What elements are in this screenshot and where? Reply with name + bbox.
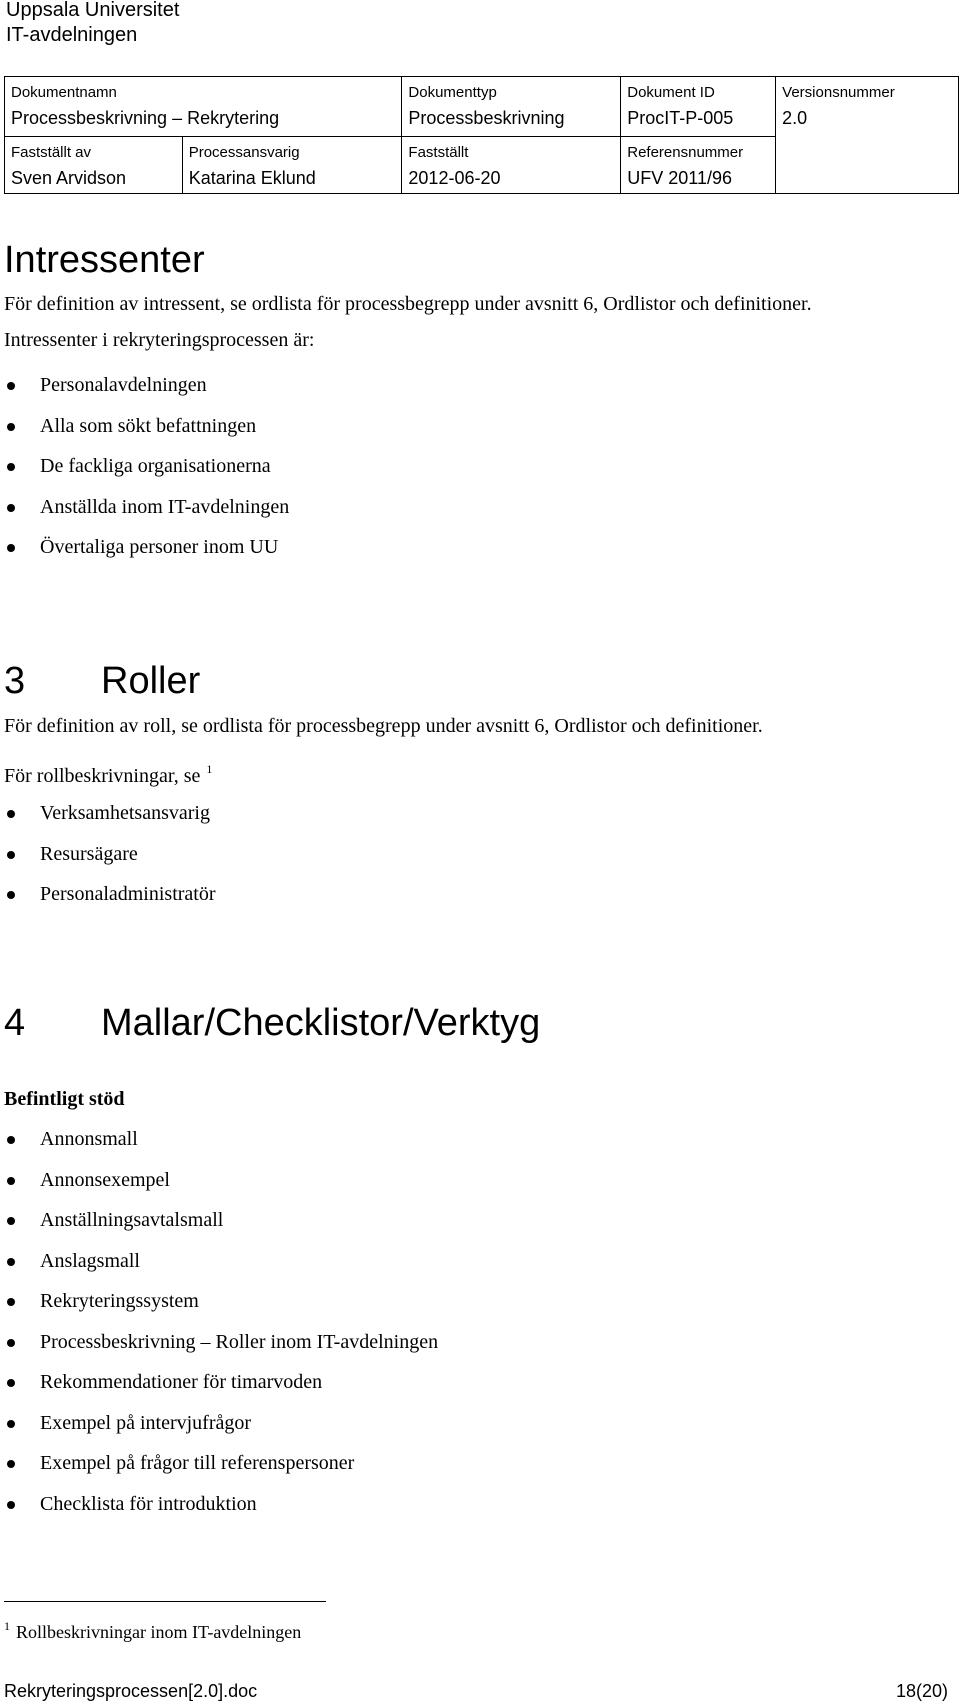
bullet-icon bbox=[7, 382, 15, 390]
approved-date-value: 2012-06-20 bbox=[408, 168, 501, 188]
approved-by-value: Sven Arvidson bbox=[11, 168, 127, 188]
list-item: Rekommendationer för timarvoden bbox=[0, 1370, 438, 1411]
bullet-icon bbox=[7, 1217, 15, 1225]
version-label: Versionsnummer bbox=[782, 84, 895, 101]
stakeholders-intro: Intressenter i rekryteringsprocessen är: bbox=[4, 329, 315, 351]
list-item: Checklista för introduktion bbox=[0, 1492, 438, 1533]
roles-intro-line bbox=[4, 757, 212, 788]
ref-label: Referensnummer bbox=[627, 144, 744, 161]
doc-name-value: Processbeskrivning – Rekrytering bbox=[11, 108, 280, 128]
ref-value: UFV 2011/96 bbox=[627, 168, 732, 188]
roles-list bbox=[0, 801, 216, 923]
list-item: Annonsexempel bbox=[0, 1168, 438, 1209]
bullet-icon bbox=[7, 544, 15, 552]
footnote-reference: 1 bbox=[206, 762, 213, 776]
roles-definition: För definition av roll, se ordlista för processbegrepp under avsnitt 6, Ordlistor och definitioner. bbox=[4, 715, 763, 737]
doc-type-cell bbox=[402, 77, 621, 137]
bullet-icon bbox=[7, 851, 15, 859]
footnote-separator bbox=[4, 1601, 326, 1602]
owner-cell bbox=[182, 137, 402, 194]
list-item: Personalavdelningen bbox=[0, 373, 289, 414]
bullet-icon bbox=[7, 810, 15, 818]
templates-heading bbox=[4, 1001, 540, 1045]
roles-heading bbox=[4, 659, 200, 703]
bullet-icon bbox=[7, 1501, 15, 1509]
bullet-icon bbox=[7, 1258, 15, 1266]
ref-cell bbox=[621, 137, 776, 194]
header-department: IT-avdelningen bbox=[6, 24, 138, 46]
list-item: Anställda inom IT-avdelningen bbox=[0, 495, 289, 536]
version-cell bbox=[776, 77, 959, 137]
list-item: Exempel på frågor till referenspersoner bbox=[0, 1451, 438, 1492]
list-item: De fackliga organisationerna bbox=[0, 454, 289, 495]
roles-heading-number: 3 bbox=[4, 660, 26, 702]
footnote-text: Rollbeskrivningar inom IT-avdelningen bbox=[16, 1622, 302, 1642]
list-item: Alla som sökt befattningen bbox=[0, 414, 289, 455]
templates-heading-number: 4 bbox=[4, 1002, 26, 1044]
version-value: 2.0 bbox=[782, 108, 808, 128]
doc-id-value: ProcIT-P-005 bbox=[627, 108, 734, 128]
document-metadata-table bbox=[4, 76, 959, 194]
bullet-icon bbox=[7, 1136, 15, 1144]
templates-heading-text: Mallar/Checklistor/Verktyg bbox=[101, 1002, 541, 1044]
list-item: Processbeskrivning – Roller inom IT-avdelningen bbox=[0, 1330, 438, 1371]
footnote bbox=[4, 1615, 301, 1643]
list-item: Exempel på intervjufrågor bbox=[0, 1411, 438, 1452]
bullet-icon bbox=[7, 1298, 15, 1306]
list-item: Verksamhetsansvarig bbox=[0, 801, 216, 842]
empty-cell bbox=[776, 137, 959, 194]
doc-name-label: Dokumentnamn bbox=[11, 84, 117, 101]
bullet-icon bbox=[7, 423, 15, 431]
doc-id-label: Dokument ID bbox=[627, 84, 715, 101]
list-item: Övertaliga personer inom UU bbox=[0, 535, 289, 576]
footer-page-number: 18(20) bbox=[895, 1681, 948, 1701]
doc-name-cell bbox=[5, 77, 402, 137]
list-item: Personaladministratör bbox=[0, 882, 216, 923]
owner-label: Processansvarig bbox=[188, 144, 300, 161]
bullet-icon bbox=[7, 891, 15, 899]
roles-intro: För rollbeskrivningar, se bbox=[4, 765, 201, 787]
header-organization: Uppsala Universitet bbox=[6, 0, 180, 21]
stakeholders-list bbox=[0, 373, 289, 576]
bullet-icon bbox=[7, 1420, 15, 1428]
bullet-icon bbox=[7, 1379, 15, 1387]
footer-filename: Rekryteringsprocessen[2.0].doc bbox=[4, 1681, 258, 1701]
doc-type-value: Processbeskrivning bbox=[408, 108, 565, 128]
doc-id-cell bbox=[621, 77, 776, 137]
stakeholders-heading: Intressenter bbox=[4, 239, 205, 281]
list-item: Anställningsavtalsmall bbox=[0, 1208, 438, 1249]
templates-subheading: Befintligt stöd bbox=[4, 1088, 125, 1110]
bullet-icon bbox=[7, 1177, 15, 1185]
list-item: Annonsmall bbox=[0, 1127, 438, 1168]
list-item: Resursägare bbox=[0, 842, 216, 883]
approved-date-cell bbox=[402, 137, 621, 194]
list-item: Rekryteringssystem bbox=[0, 1289, 438, 1330]
doc-type-label: Dokumenttyp bbox=[408, 84, 497, 101]
templates-list bbox=[0, 1127, 438, 1532]
approved-date-label: Fastställt bbox=[408, 144, 469, 161]
footnote-marker: 1 bbox=[4, 1619, 10, 1633]
bullet-icon bbox=[7, 1339, 15, 1347]
owner-value: Katarina Eklund bbox=[188, 168, 316, 188]
bullet-icon bbox=[7, 1460, 15, 1468]
approved-by-label: Fastställt av bbox=[11, 144, 92, 161]
list-item: Anslagsmall bbox=[0, 1249, 438, 1290]
bullet-icon bbox=[7, 463, 15, 471]
approved-by-cell bbox=[5, 137, 183, 194]
bullet-icon bbox=[7, 504, 15, 512]
stakeholders-definition: För definition av intressent, se ordlista för processbegrepp under avsnitt 6, Ordlistor och definitioner. bbox=[4, 293, 812, 315]
roles-heading-text: Roller bbox=[101, 660, 201, 702]
